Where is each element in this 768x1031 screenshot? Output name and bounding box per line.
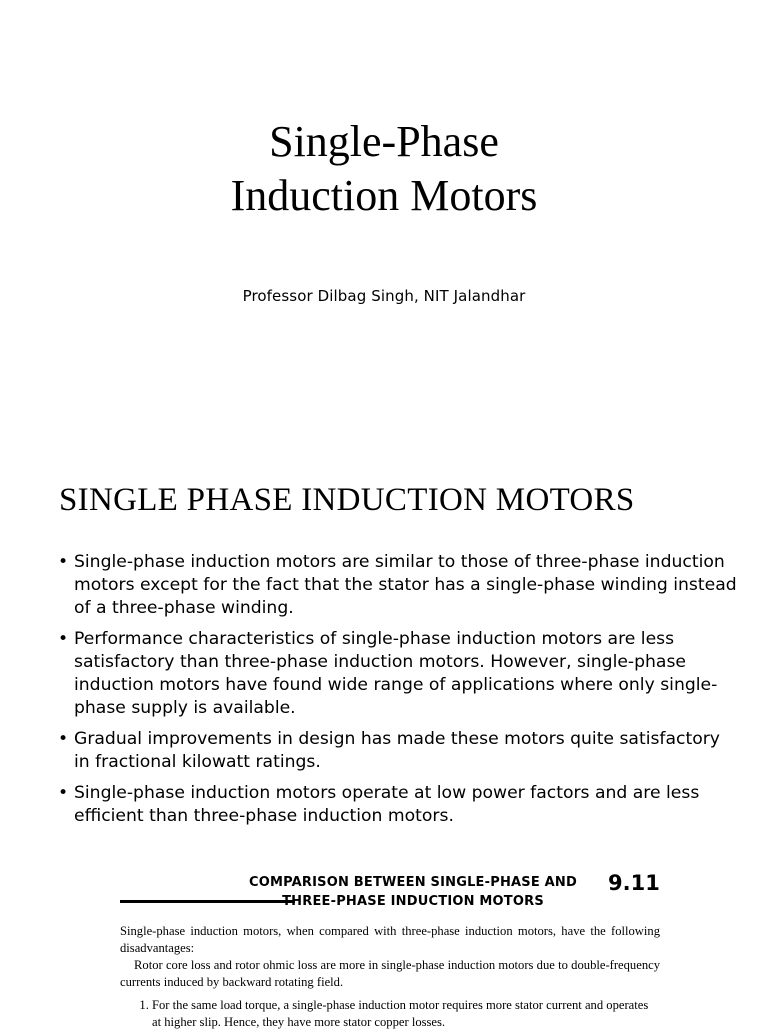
slide-subtitle: Professor Dilbag Singh, NIT Jalandhar (242, 287, 526, 305)
bullet-list (58, 551, 738, 836)
excerpt-paragraph: Rotor core loss and rotor ohmic loss are more in single-phase induction motors due to double-frequency currents induced by backward rotating field. (120, 958, 660, 989)
excerpt-body (120, 923, 660, 1031)
excerpt-heading-line-1: COMPARISON BETWEEN SINGLE-PHASE AND (248, 875, 578, 890)
content-slide-title: SINGLE PHASE INDUCTION MOTORS (59, 482, 635, 518)
content-slide (0, 440, 768, 1029)
excerpt-section-number: 9.11 (608, 871, 660, 895)
excerpt-list-item: 1. For the same load torque, a single-phase induction motor requires more stator current and operates at higher slip. Hence, they have more stator copper losses. (152, 997, 660, 1031)
bullet-item: • Single-phase induction motors are similar to those of three-phase induction motors except for the fact that the stator has a single-phase winding instead of a three-phase winding. (58, 551, 738, 620)
excerpt-heading (228, 873, 598, 911)
bullet-item: • Gradual improvements in design has made these motors quite satisfactory in fractional kilowatt ratings. (58, 728, 738, 774)
title-slide (0, 0, 768, 440)
slide-title-line-2: Induction Motors (230, 171, 538, 220)
bullet-item: • Performance characteristics of single-phase induction motors are less satisfactory than three-phase induction motors. However, single-phase induction motors have found wide range of applications where only single-phase supply is available. (58, 628, 738, 720)
slide-title (0, 115, 768, 223)
textbook-excerpt (120, 870, 660, 1030)
excerpt-heading-line-2: THREE-PHASE INDUCTION MOTORS (282, 894, 544, 909)
slide-title-line-1: Single-Phase (269, 117, 499, 166)
excerpt-list (120, 997, 660, 1031)
excerpt-paragraph: Single-phase induction motors, when compared with three-phase induction motors, have the following disadvantages: (120, 924, 660, 955)
bullet-item: • Single-phase induction motors operate at low power factors and are less efficient than three-phase induction motors. (58, 782, 738, 828)
